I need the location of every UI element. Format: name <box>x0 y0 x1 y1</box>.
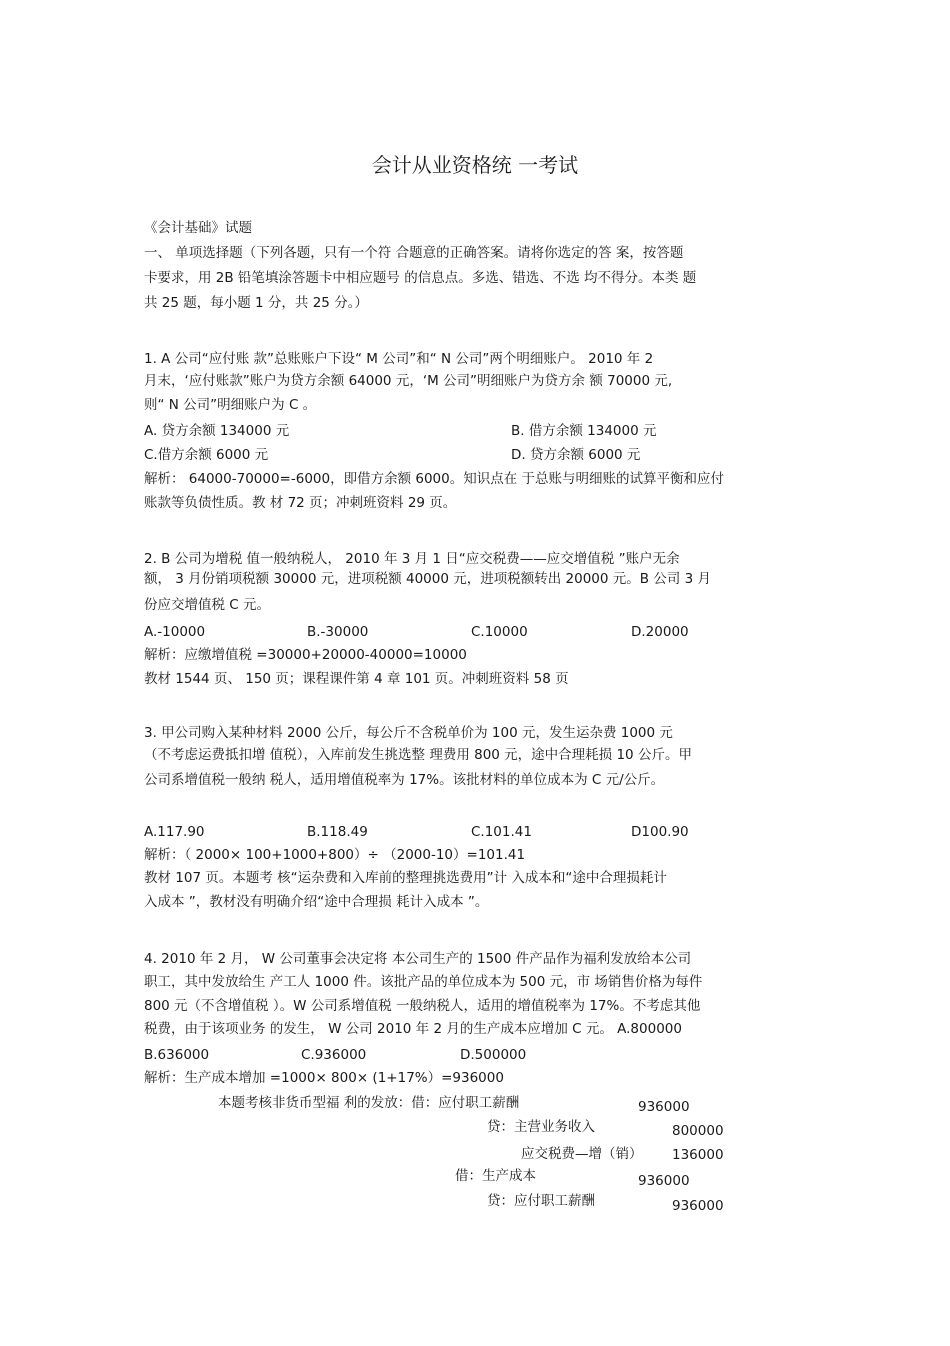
instructions-line: 一、 单项选择题（下列各题，只有一个符 合题意的正确答案。请将你选定的答 案，按答题 <box>144 245 684 261</box>
question-3-option-b: B.118.49 <box>307 824 368 840</box>
question-3-analysis: 教材 107 页。本题考 核“运杂费和入库前的整理挑选费用”计 入成本和“途中合理损耗计 <box>144 870 667 886</box>
question-1-option-b: B. 借方余额 134000 元 <box>511 423 657 439</box>
question-2-option-c: C.10000 <box>471 624 528 640</box>
question-3-option-c: C.101.41 <box>471 824 532 840</box>
question-1-line: 月末，‘应付账款”账户为贷方余额 64000 元，‘M 公司”明细账户为贷方余 额 70000 元, <box>144 373 673 389</box>
question-2-analysis: 教材 1544 页、 150 页；课程课件第 4 章 101 页。冲刺班资料 58 页 <box>144 671 569 687</box>
question-3-option-a: A.117.90 <box>144 824 205 840</box>
question-3-line: 3. 甲公司购入某种材料 2000 公斤，每公斤不含税单价为 100 元，发生运杂费 1000 元 <box>144 725 673 741</box>
section-subtitle: 《会计基础》试题 <box>144 220 252 236</box>
instructions-line: 共 25 题，每小题 1 分，共 25 分。） <box>144 295 368 311</box>
question-4-option-d: D.500000 <box>460 1047 527 1063</box>
question-4-line: 税费，由于该项业务 的发生， W 公司 2010 年 2 月的生产成本应增加 C 元。 A.800000 <box>144 1021 682 1037</box>
page-title: 会计从业资格统 一考试 <box>371 153 579 177</box>
journal-entry-label: 贷：主营业务收入 <box>487 1119 595 1135</box>
journal-entry-label: 应交税费—增（销） <box>521 1146 643 1162</box>
question-3-analysis: 解析：（ 2000× 100+1000+800）÷ （2000-10）=101.41 <box>144 847 526 863</box>
question-1-option-d: D. 贷方余额 6000 元 <box>511 447 641 463</box>
question-2-option-a: A.-10000 <box>144 624 206 640</box>
journal-entry-label: 借：生产成本 <box>455 1168 536 1184</box>
question-3-option-d: D100.90 <box>631 824 689 840</box>
question-2-line: 额， 3 月份销项税额 30000 元，进项税额 40000 元，进项税额转出 20000 元。B 公司 3 月 <box>144 571 711 587</box>
journal-entry-label: 本题考核非货币型福 利的发放：借：应付职工薪酬 <box>218 1095 520 1111</box>
question-4-line: 职工，其中发放给生 产工人 1000 件。该批产品的单位成本为 500 元，市 场销售价格为每件 <box>144 974 703 990</box>
journal-entry-amount: 136000 <box>672 1147 724 1163</box>
question-3-line: 公司系增值税一般纳 税人，适用增值税率为 17%。该批材料的单位成本为 C 元/公斤。 <box>144 772 665 788</box>
question-2-option-d: D.20000 <box>631 624 689 640</box>
journal-entry-amount: 936000 <box>638 1173 690 1189</box>
journal-entry-amount: 800000 <box>672 1123 724 1139</box>
question-1-analysis: 账款等负债性质。教 材 72 页；冲刺班资料 29 页。 <box>144 495 457 511</box>
question-1-line: 则“ N 公司”明细账户为 C 。 <box>144 397 317 413</box>
question-4-option-b: B.636000 <box>144 1047 210 1063</box>
question-1-option-a: A. 贷方余额 134000 元 <box>144 423 290 439</box>
question-4-analysis: 解析：生产成本增加 =1000× 800× (1+17%）=936000 <box>144 1070 504 1086</box>
question-4-line: 4. 2010 年 2 月， W 公司董事会决定将 本公司生产的 1500 件产品作为福利发放给本公司 <box>144 951 692 967</box>
question-1-line: 1. A 公司“应付账 款”总账账户下设“ M 公司”和“ N 公司”两个明细账户。 2010 年 2 <box>144 351 654 367</box>
question-4-line: 800 元（不含增值税 ）。W 公司系增值税 一般纳税人，适用的增值税率为 17%。不考虑其他 <box>144 998 701 1014</box>
question-1-analysis: 解析： 64000-70000=-6000，即借方余额 6000。知识点在 于总账与明细账的试算平衡和应付 <box>144 471 725 487</box>
question-2-analysis: 解析：应缴增值税 =30000+20000-40000=10000 <box>144 647 467 663</box>
journal-entry-amount: 936000 <box>638 1099 690 1115</box>
question-1-option-c: C.借方余额 6000 元 <box>144 447 269 463</box>
question-2-line: 份应交增值税 C 元。 <box>144 597 271 613</box>
instructions-line: 卡要求，用 2B 铅笔填涂答题卡中相应题号 的信息点。多选、错选、不选 均不得分。本类 题 <box>144 270 697 286</box>
question-3-line: （不考虑运费抵扣增 值税），入库前发生挑选整 理费用 800 元，途中合理耗损 10 公斤。甲 <box>144 747 692 763</box>
question-3-analysis: 入成本 ”，教材没有明确介绍“途中合理损 耗计入成本 ”。 <box>144 894 489 910</box>
question-2-line: 2. B 公司为增税 值一般纳税人， 2010 年 3 月 1 日“应交税费——应交增值税 ”账户无余 <box>144 551 680 567</box>
question-2-option-b: B.-30000 <box>307 624 369 640</box>
journal-entry-amount: 936000 <box>672 1198 724 1214</box>
journal-entry-label: 贷：应付职工薪酬 <box>487 1193 595 1209</box>
question-4-option-c: C.936000 <box>301 1047 367 1063</box>
